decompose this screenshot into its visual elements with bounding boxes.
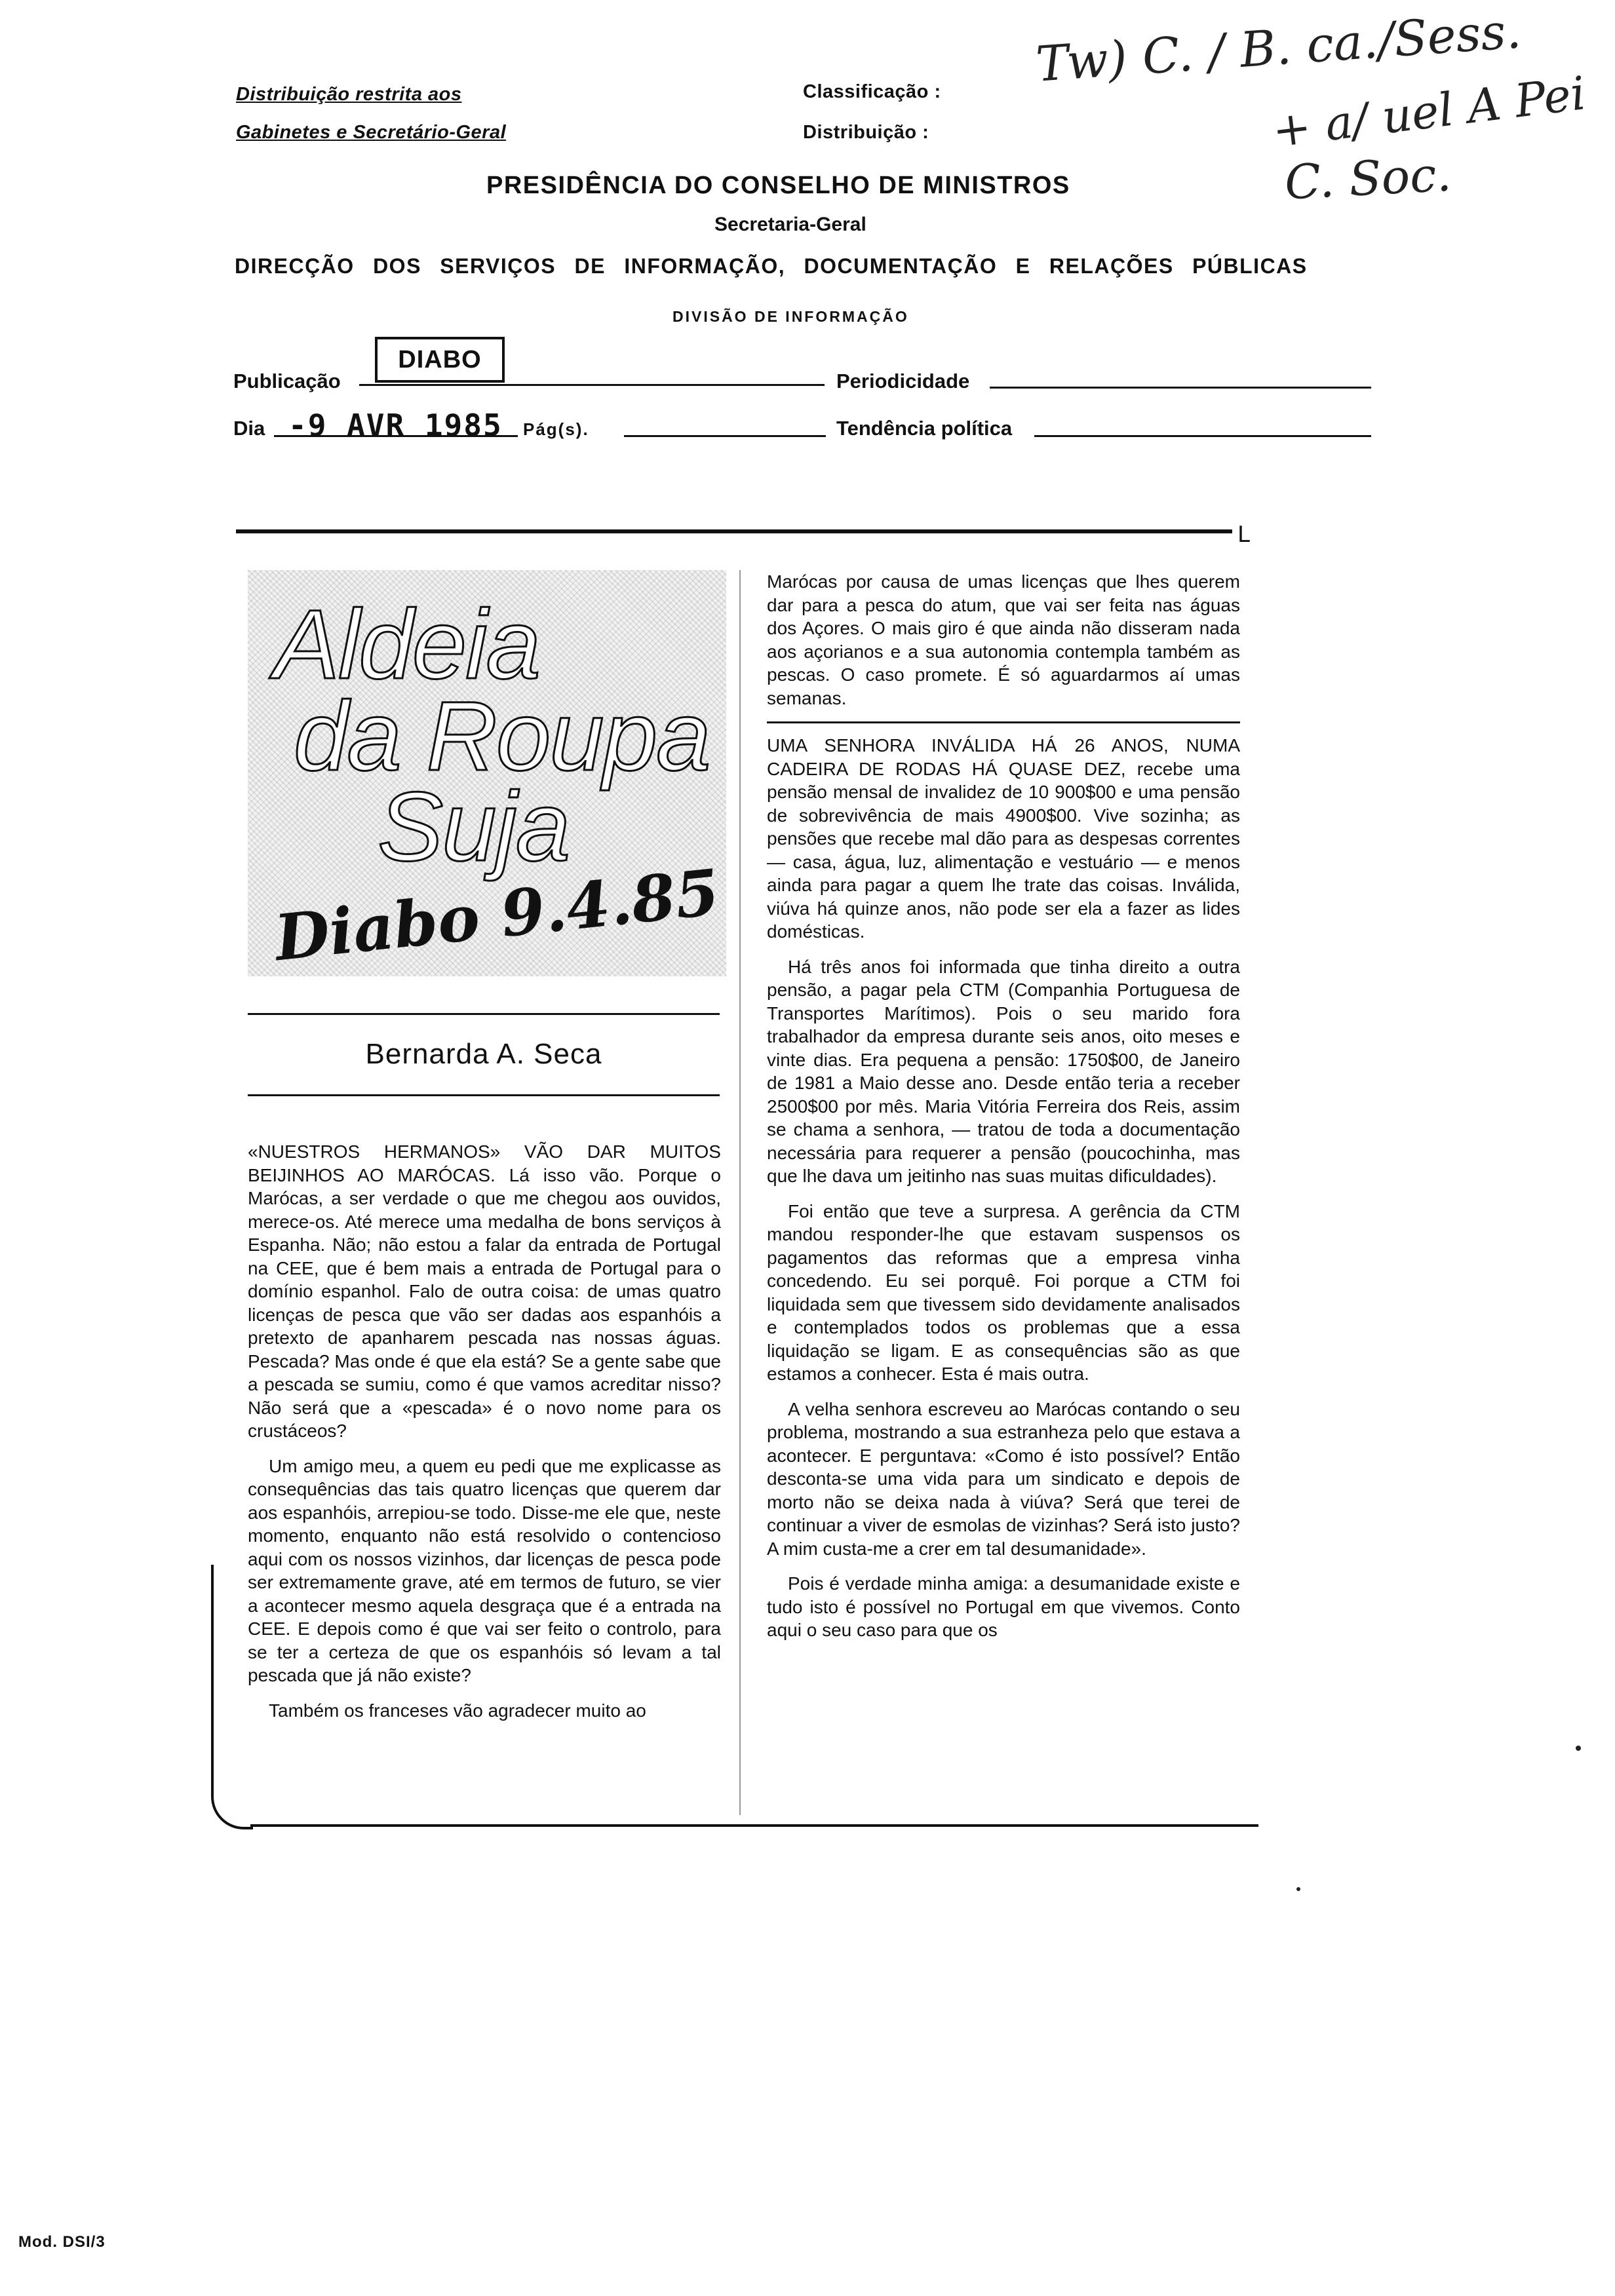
scan-speck [1576, 1746, 1581, 1751]
page-subtitle: Secretaria-Geral [714, 214, 866, 235]
section-divider [236, 529, 1232, 533]
margin-mark: L [1237, 522, 1250, 548]
headline-line-3: Suja [378, 771, 570, 881]
right-paragraph-4: Foi então que teve a surpresa. A gerência da CTM mandou responder-lhe que estavam suspensos os pagamentos das reformas que a empresa vinha concedendo. Eu sei porquê. Foi porque a CTM foi liquidada sem que tivessem sido devidamente analisados e contemplados todos os problemas que a essa liquidação se ligam. E as consequências são as que estamos a conhecer. Esta é mais outra. [767, 1200, 1240, 1384]
right-paragraph-6: Pois é verdade minha amiga: a desumanidade existe e tudo isto é possível no Portugal em que vivemos. Conto aqui o seu caso para que os [767, 1573, 1240, 1640]
pages-label: Pág(s). [523, 419, 589, 439]
tendency-label: Tendência política [836, 417, 1013, 440]
left-paragraph-1: «NUESTROS HERMANOS» VÃO DAR MUITOS BEIJINHOS AO MARÓCAS. Lá isso vão. Porque o Marócas, a ser verdade o que me chegou aos ouvidos, merece-os. Até merece uma medalha de bons serviços à Espanha. Não; não estou a falar da entrada de Portugal na CEE, que é bem mais a entrada de Portugal para o domínio espanhol. Falo de outra coisa: de umas quatro licenças de pesca que vão ser dadas aos espanhóis a pretexto de apanharem pescada nas nossas águas. Pescada? Mas onde é que ela está? Se a gente sabe que a pescada se sumiu, como é que vamos acreditar nisso? Não será que a «pescada» é o novo nome para os crustáceos? [248, 1141, 721, 1441]
article-right-column [767, 570, 1240, 1654]
handwritten-source-date: Diabo 9.4.85 [271, 854, 723, 976]
right-paragraph-3: Há três anos foi informada que tinha direito a outra pensão, a pagar pela CTM (Companhia Portuguesa de Transportes Marítimos). Pois o seu marido fora trabalhador da empresa durante seis anos, oito meses e vinte dias. Era pequena a pensão: 1750$00, de Janeiro de 1981 a Maio desse ano. Desde então teria a receber 2500$00 por mês. Maria Vitória Ferreira dos Reis, assim se chama a senhora, — tratou de toda a documentação necessária para requerer a pensão (poucochinha, mas que lhe dava um jeitinho nas suas muitas dificuldades). [767, 956, 1240, 1186]
handwritten-note-2: + a/ uel A Pei [1269, 66, 1589, 158]
division-title: DIVISÃO DE INFORMAÇÃO [672, 308, 909, 325]
periodicity-line [990, 387, 1371, 389]
right-paragraph-2: UMA SENHORA INVÁLIDA HÁ 26 ANOS, NUMA CADEIRA DE RODAS HÁ QUASE DEZ, recebe uma pensão mensal de invalidez de 10 900$00 e uma pensão de sobrevivência de mais 4900$00. Vive sozinha; as pensões que recebe mal dão para as despesas correntes — casa, água, luz, alimentação e vestuário — e menos ainda para pagar a quem lhe trate das coisas. Inválida, viúva há quinze anos, não pode ser ela a fazer as lides domésticas. [767, 735, 1240, 942]
publication-line [359, 384, 825, 386]
publication-stamp: DIABO [375, 337, 505, 383]
right-paragraph-5: A velha senhora escreveu ao Marócas contando o seu problema, mostrando a sua estranheza pelo que estava a acontecer. E perguntava: «Como é isto possível? Então desconta-se uma vida para um sindicato e depois de morto não se deixa nada à viúva? Será que terei de continuar a viver de esmolas de vizinhas? Será isto justo? A mim custa-me a crer em tal desumanidade». [767, 1398, 1240, 1559]
tendency-line [1034, 435, 1371, 437]
model-code: Mod. DSI/3 [18, 2233, 106, 2251]
scan-speck [1296, 1887, 1300, 1891]
pages-line [624, 435, 826, 437]
directorate-title: DIRECÇÃO DOS SERVIÇOS DE INFORMAÇÃO, DOCUMENTAÇÃO E RELAÇÕES PÚBLICAS [235, 254, 1308, 278]
classification-label: Classificação : [803, 81, 941, 102]
right-column-rule [767, 721, 1240, 723]
author-rule-bottom [248, 1094, 720, 1096]
article-author: Bernarda A. Seca [365, 1038, 602, 1070]
handwritten-note-3: C. Soc. [1283, 146, 1453, 210]
date-stamp: -9 AVR 1985 [288, 408, 503, 443]
headline-line-2: da Roupa [294, 681, 710, 791]
day-label: Dia [233, 417, 265, 440]
column-divider [739, 570, 741, 1815]
periodicity-label: Periodicidade [836, 370, 970, 392]
author-rule-top [248, 1013, 720, 1015]
left-paragraph-3: Também os franceses vão agradecer muito ao [269, 1700, 646, 1721]
handwritten-note-1: Tw) C. / B. ca./Sess. [1034, 3, 1523, 93]
distribution-line-1: Distribuição restrita aos [236, 84, 462, 105]
bracket-mark-left [211, 1565, 253, 1829]
publication-label: Publicação [233, 370, 341, 392]
distribution-label: Distribuição : [803, 122, 929, 143]
right-paragraph-1: Marócas por causa de umas licenças que lhes querem dar para a pesca do atum, que vai ser feita nas águas dos Açores. O mais giro é que ainda não disseram nada aos açorianos e a sua autonomia contempla também as pescas. O caso promete. É só aguardarmos aí umas semanas. [767, 571, 1240, 708]
bracket-mark-bottom [250, 1824, 1258, 1827]
headline-line-1: Aldeia [274, 589, 539, 699]
article-left-column [248, 1140, 721, 1734]
page-title: PRESIDÊNCIA DO CONSELHO DE MINISTROS [486, 172, 1070, 199]
left-paragraph-2: Um amigo meu, a quem eu pedi que me explicasse as consequências das tais quatro licenças que querem dar aos espanhóis, arrepiou-se todo. Disse-me ele que, neste momento, enquanto não está resolvido o contencioso aqui com os nossos vizinhos, dar licenças de pesca pode ser extremamente grave, até em termos de futuro, se vier a acontecer mesmo aquela desgraça que é a entrada na CEE. E depois como é que vai ser feito o controlo, para se ter a certeza de que os espanhóis só levam a tal pescada que já não existe? [248, 1455, 721, 1685]
headline-graphic [248, 570, 726, 976]
distribution-line-2: Gabinetes e Secretário-Geral [236, 122, 507, 143]
